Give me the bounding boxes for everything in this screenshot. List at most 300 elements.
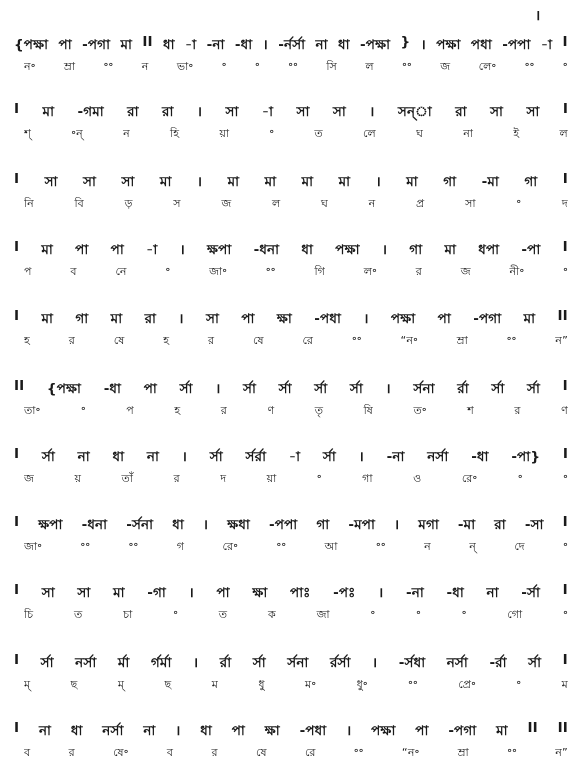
lyric-token: জ	[24, 472, 35, 485]
lyric-token: ॰॰	[80, 539, 91, 552]
lyric-token: ॰॰	[128, 539, 139, 552]
lyric-token: ম্ৰা	[456, 334, 469, 347]
swara-token: I	[14, 171, 20, 187]
swara-token: ক্ষা	[252, 585, 268, 601]
swara-token: সা	[296, 104, 310, 120]
swara-token: I	[14, 582, 20, 598]
lyric-token: রে	[304, 746, 316, 759]
swara-token: ।	[369, 104, 375, 120]
lyric-token: সা	[465, 197, 476, 210]
lyric-token: ল	[365, 60, 374, 73]
lyric-token: হি	[170, 127, 180, 140]
lyric-token: ম॰	[305, 678, 317, 691]
lyric-token: প	[126, 404, 134, 417]
swara-token: পা	[415, 723, 429, 739]
swara-token: -না	[386, 449, 405, 465]
swara-token: ধা	[172, 517, 184, 533]
lyric-token: ষে॰	[113, 746, 129, 759]
swara-token: পা	[437, 311, 451, 327]
stave-1	[0, 34, 580, 84]
lyric-token: ব	[166, 746, 174, 759]
swara-token: সা	[77, 585, 91, 601]
swara-token: I	[14, 446, 20, 462]
lyric-token: ॰	[563, 264, 568, 277]
lyric-token: ॰॰	[402, 59, 412, 72]
swara-token: ।	[181, 449, 188, 465]
lyric-token: ঘ	[416, 127, 424, 140]
swara-token: -া	[146, 242, 158, 258]
swara-token: মা	[406, 174, 418, 190]
lyric-token: ত॰	[413, 404, 427, 417]
lyric-token: নে	[115, 265, 127, 278]
swara-token: নর্সা	[427, 449, 449, 465]
swara-token: ।	[381, 242, 388, 258]
lyric-token: ॰	[173, 607, 179, 620]
swara-line	[14, 308, 568, 331]
swara-token: সা	[205, 311, 220, 327]
swara-token: -া	[288, 449, 301, 465]
swara-token: পা	[231, 723, 245, 739]
lyric-line	[24, 332, 568, 351]
swara-token: I	[14, 652, 20, 668]
lyric-token: ষে	[255, 746, 267, 759]
swara-token: II	[14, 378, 25, 394]
swara-token: পা	[75, 242, 89, 258]
swara-token: ।	[175, 723, 181, 739]
lyric-token: ষে	[113, 334, 125, 347]
swara-token: পাঃ	[290, 585, 311, 601]
swara-token: মা	[523, 311, 536, 327]
swara-token: র্রা	[219, 655, 232, 671]
swara-token: -ধা	[234, 37, 253, 53]
swara-token: ।	[346, 723, 352, 739]
swara-token: ।	[196, 174, 203, 190]
lyric-line	[24, 125, 568, 144]
swara-token: ।	[375, 174, 381, 190]
swara-token: ধা	[70, 723, 83, 739]
lyric-token: ভা॰	[176, 60, 194, 73]
lyric-token: হ	[174, 404, 181, 417]
swara-token: র্সনা	[287, 655, 309, 671]
swara-line	[14, 171, 568, 194]
swara-token: -মপা	[348, 517, 375, 533]
swara-token: I	[562, 239, 568, 255]
swara-token: পা	[143, 381, 157, 397]
swara-token: ক্ষা	[276, 311, 292, 327]
lyric-token: ন	[123, 127, 130, 140]
swara-token: গা	[524, 174, 538, 190]
swara-token: -ধা	[471, 449, 489, 465]
swara-token: মা	[338, 174, 351, 190]
swara-token: র্মা	[117, 655, 130, 671]
swara-token: মা	[227, 174, 240, 190]
lyric-token: ॰॰	[103, 59, 114, 72]
swara-token: না	[143, 723, 156, 739]
lyric-token: ॰॰	[506, 333, 517, 346]
lyric-line	[24, 263, 568, 282]
swara-token: র্গর্মা	[150, 655, 172, 671]
swara-line	[14, 239, 568, 262]
lyric-token: জা॰	[209, 265, 228, 278]
swara-token: সা	[83, 174, 97, 190]
swara-token: র্সা	[209, 449, 223, 465]
lyric-token: রে	[302, 334, 314, 347]
lyric-token: ॰॰	[375, 539, 386, 552]
swara-token: র্সা	[322, 449, 336, 465]
swara-token: পক্ষা	[390, 311, 416, 327]
lyric-token: জা॰	[24, 540, 43, 553]
swara-token: র্সা	[243, 381, 257, 397]
swara-token: রা	[455, 104, 467, 120]
swara-token: মা	[159, 174, 172, 190]
swara-token: -র্সধা	[398, 655, 426, 671]
lyric-token: লে॰	[478, 60, 497, 73]
lyric-token: ধু	[258, 678, 265, 691]
lyric-token: দে	[514, 540, 525, 553]
lyric-token: ॰ন্	[71, 127, 83, 140]
swara-token: মা	[264, 174, 277, 190]
swara-token: গা	[316, 517, 330, 533]
swara-token: -মা	[457, 517, 476, 533]
swara-line	[14, 101, 568, 124]
swara-line	[14, 514, 568, 537]
swara-token: মা	[113, 585, 125, 601]
lyric-token: হ	[24, 334, 30, 347]
swara-token: ।	[363, 311, 369, 327]
swara-token: ।	[188, 585, 194, 601]
lyric-line	[24, 470, 568, 489]
lyric-token: ॰	[316, 471, 322, 484]
lyric-token: ন	[141, 60, 149, 73]
stave-11	[0, 720, 580, 770]
swara-token: ধা	[200, 723, 212, 739]
swara-token: মা	[301, 174, 314, 190]
swara-token: -ধনা	[81, 517, 108, 533]
lyric-token: ন॰	[24, 60, 36, 73]
lyric-token: র	[220, 404, 228, 417]
swara-token: নর্সা	[446, 655, 468, 671]
swara-token: না	[486, 585, 499, 601]
lyric-token: ॰॰	[351, 333, 362, 346]
lyric-token: তাঁ	[121, 472, 134, 485]
lyric-token: রে॰	[222, 540, 239, 553]
swara-token: ক্ষা	[264, 723, 280, 739]
swara-token: না	[315, 37, 328, 53]
swara-token: রা	[127, 104, 139, 120]
lyric-token: র	[415, 265, 423, 278]
lyric-token: ॰	[80, 403, 86, 416]
lyric-token: ॰॰	[353, 745, 364, 758]
swara-token: I	[14, 720, 20, 736]
lyric-token: তা॰	[24, 404, 41, 417]
swara-token: গা	[75, 311, 89, 327]
swara-token: র্সা	[314, 381, 328, 397]
lyric-token: গা	[362, 472, 373, 485]
swara-token: ।	[179, 242, 185, 258]
swara-token: ক্ষপা	[38, 517, 63, 533]
swara-token: পা	[58, 37, 72, 53]
lyric-token: গো	[507, 608, 523, 621]
lyric-token: ল	[559, 127, 568, 140]
lyric-token: ॰	[269, 126, 275, 139]
swara-token: {পক্ষা	[14, 37, 49, 53]
lyric-token: ল॰	[363, 265, 378, 278]
swara-token: -পগা	[448, 723, 477, 739]
lyric-token: দ	[561, 197, 568, 210]
lyric-token: ল	[272, 197, 281, 210]
swara-token: র্সনা	[413, 381, 435, 397]
swara-token: না	[38, 723, 52, 739]
swara-token: }	[400, 34, 411, 50]
lyric-token: ॰॰	[524, 59, 535, 72]
lyric-token: ও	[413, 472, 422, 485]
lyric-token: য়	[74, 472, 82, 485]
stave-5	[0, 308, 580, 358]
lyric-token: য়া	[219, 127, 230, 140]
lyric-token: বি	[74, 197, 85, 210]
lyric-token: ম্	[24, 678, 31, 691]
lyric-token: ॰	[563, 539, 568, 552]
lyric-token: নি	[24, 197, 34, 210]
swara-token: -না	[405, 585, 424, 601]
lyric-token: প	[24, 265, 32, 278]
swara-token: র্সা	[527, 381, 541, 397]
swara-token: -র্রা	[489, 655, 507, 671]
swara-line	[14, 378, 568, 401]
swara-line	[14, 446, 568, 469]
swara-token: ।	[394, 517, 400, 533]
swara-token: র্সা	[278, 381, 292, 397]
lyric-line	[24, 402, 568, 421]
stave-8	[0, 514, 580, 564]
lyric-token: চা	[123, 608, 133, 621]
swara-token: মা	[120, 37, 133, 53]
swara-token: গা	[443, 174, 457, 190]
lyric-token: ড়	[124, 197, 133, 210]
lyric-token: ॰॰	[507, 745, 517, 758]
swara-token: -সা	[524, 517, 544, 533]
swara-token: ।	[193, 655, 199, 671]
lyric-token: ব	[70, 265, 77, 278]
lyric-token: ষি	[363, 404, 374, 417]
swara-token: I	[562, 171, 568, 187]
swara-token: পা	[241, 311, 255, 327]
lyric-token: র	[68, 746, 75, 759]
lyric-line	[24, 606, 568, 625]
swara-token: I	[14, 101, 20, 117]
swara-token: মা	[42, 104, 55, 120]
swara-token: -া	[185, 37, 197, 53]
lyric-token: ম্	[117, 678, 125, 691]
lyric-token: ত	[218, 608, 228, 621]
swara-token: -র্সনা	[126, 517, 154, 533]
lyric-token: ত	[314, 127, 323, 140]
stave-10	[0, 652, 580, 702]
swara-token: ।	[202, 517, 209, 533]
swara-token: ।	[385, 381, 391, 397]
stave-6	[0, 378, 580, 428]
swara-token: -মা	[481, 174, 499, 190]
swara-token: মা	[496, 723, 508, 739]
lyric-token: ॰	[221, 59, 227, 72]
lyric-token: র	[173, 472, 180, 485]
swara-token: র্রর্সা	[329, 655, 351, 671]
swara-token: মা	[444, 242, 457, 258]
swara-token: ধা	[112, 449, 125, 465]
lyric-token: না	[463, 127, 474, 140]
swara-token: সা	[121, 174, 135, 190]
lyric-line	[24, 195, 568, 214]
swara-token: II	[557, 720, 568, 736]
lyric-token: স	[173, 197, 181, 210]
swara-token: II	[557, 308, 568, 324]
swara-token: নর্সা	[102, 723, 124, 739]
swara-token: I	[14, 308, 20, 324]
swara-token: সন্া	[397, 104, 432, 120]
swara-token: সা	[526, 104, 540, 120]
lyric-token: ॰॰	[408, 677, 418, 690]
lyric-token: তৃ	[314, 404, 324, 417]
lyric-token: শ	[467, 404, 474, 417]
lyric-token: ॰	[563, 471, 568, 484]
lyric-token: ॰	[562, 59, 568, 72]
swara-token: পক্ষা	[371, 723, 396, 739]
lyric-token: ম	[211, 678, 218, 691]
lyric-token: গ	[176, 540, 185, 553]
swara-token: সা	[225, 104, 239, 120]
swara-token: ধা	[163, 37, 175, 53]
swara-token: -পধা	[314, 311, 342, 327]
lyric-token: ॰	[416, 607, 421, 620]
lyric-token: য়া	[266, 472, 277, 485]
swara-token: I	[562, 34, 568, 50]
lyric-token: জ	[460, 265, 471, 278]
swara-token: ।	[178, 311, 184, 327]
swara-token: র্সর্রা	[245, 449, 267, 465]
lyric-token: ॰	[516, 677, 522, 690]
swara-token: -ধনা	[253, 242, 280, 258]
swara-token: ।	[420, 37, 426, 53]
lyric-token: ই	[513, 127, 520, 140]
lyric-token: ॰	[254, 59, 260, 72]
lyric-token: ॰॰	[288, 59, 299, 72]
swara-line	[14, 652, 568, 675]
swara-token: র্সা	[179, 381, 193, 397]
swara-token: -না	[206, 37, 225, 53]
lyric-token: র	[514, 404, 521, 417]
lyric-token: ব	[24, 746, 31, 759]
stave-7	[0, 446, 580, 496]
lyric-token: র	[207, 334, 215, 347]
swara-token: {পক্ষা	[46, 381, 82, 397]
swara-token: সা	[41, 585, 55, 601]
lyric-token: ন”	[555, 746, 568, 759]
lyric-token: র	[211, 746, 218, 759]
lyric-token: ণ	[561, 404, 568, 417]
lyric-token: চি	[24, 608, 34, 621]
lyric-token: ধু॰	[356, 678, 368, 691]
swara-token: II	[527, 720, 538, 736]
swara-token: র্সা	[40, 655, 54, 671]
swara-token: রা	[162, 104, 174, 120]
swara-token: I	[562, 652, 568, 668]
lyric-token: ন”	[555, 334, 568, 347]
lyric-token: শ্	[24, 127, 32, 140]
swara-token: র্সা	[41, 449, 55, 465]
swara-token: র্সা	[491, 381, 505, 397]
swara-token: ।	[262, 37, 268, 53]
lyric-token: গি	[314, 265, 325, 278]
lyric-token: ॰॰	[265, 264, 276, 277]
swara-token: -া	[540, 37, 553, 53]
swara-line	[14, 720, 568, 743]
lyric-token: রে॰	[461, 472, 478, 485]
lyric-token: প্রে॰	[458, 678, 477, 691]
swara-token: ।	[215, 381, 221, 397]
lyric-token: ॰	[461, 607, 467, 620]
lyric-token: হ	[163, 334, 170, 347]
swara-token: পা	[110, 242, 124, 258]
swara-token: গা	[409, 242, 423, 258]
lyric-token: সি	[326, 60, 337, 73]
lyric-token: ছ	[164, 678, 172, 691]
swara-token: ক্ষপা	[207, 242, 232, 258]
swara-token: -ধা	[103, 381, 122, 397]
swara-token: -পক্ষা	[360, 37, 391, 53]
lyric-token: “ন॰	[400, 334, 419, 347]
lyric-token: ॰	[563, 607, 568, 620]
swara-token: I	[562, 514, 568, 530]
lyric-token: ম্ৰা	[64, 60, 76, 73]
swara-token: -পা}	[511, 449, 541, 465]
lyric-token: ম্ৰা	[457, 746, 469, 759]
stave-2	[0, 101, 580, 151]
swara-token: সা	[490, 104, 504, 120]
page-mark: ।	[535, 8, 541, 24]
swara-token: -পগা	[473, 311, 502, 327]
swara-token: পধা	[470, 37, 492, 53]
swara-token: -গমা	[77, 104, 104, 120]
swara-token: I	[562, 446, 568, 462]
swara-token: -পধা	[299, 723, 327, 739]
lyric-token: ॰	[517, 471, 523, 484]
lyric-token: ॰	[165, 264, 171, 277]
lyric-token: ন	[368, 197, 376, 210]
lyric-line	[24, 538, 568, 557]
lyric-token: “ন॰	[401, 746, 420, 759]
swara-token: -পঃ	[333, 585, 356, 601]
swara-token: না	[77, 449, 90, 465]
swara-token: ক্ষধা	[227, 517, 250, 533]
swara-token: II	[142, 34, 153, 50]
lyric-token: র	[68, 334, 75, 347]
swara-line	[14, 34, 568, 57]
lyric-line	[24, 58, 568, 77]
lyric-token: ॰	[370, 607, 376, 620]
stave-3	[0, 171, 580, 221]
lyric-token: ছ	[70, 678, 78, 691]
lyric-token: ষে	[252, 334, 264, 347]
swara-token: পক্ষা	[335, 242, 360, 258]
swara-token: র্সা	[528, 655, 542, 671]
swara-line	[14, 582, 568, 605]
lyric-token: ক	[267, 608, 276, 621]
lyric-token: ণ	[267, 404, 275, 417]
swara-token: -র্সা	[521, 585, 541, 601]
swara-token: ।	[372, 655, 378, 671]
swara-token: র্সা	[349, 381, 363, 397]
swara-token: -পপা	[269, 517, 298, 533]
